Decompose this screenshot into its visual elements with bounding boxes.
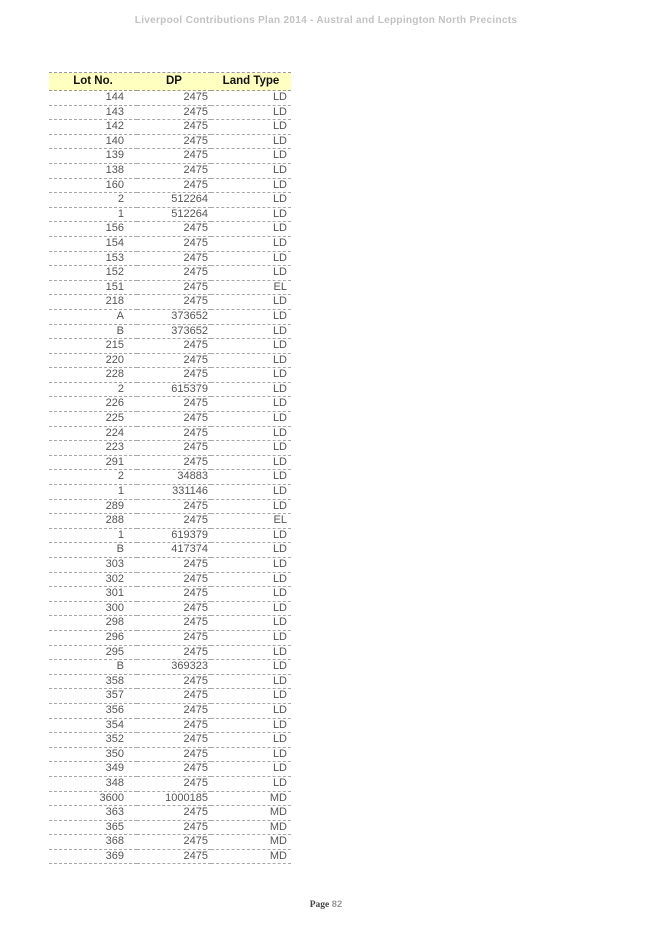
land-type-cell: LD (211, 178, 291, 193)
lot-no-cell: 220 (49, 353, 137, 368)
dp-cell: 2475 (137, 674, 211, 689)
table-row (49, 689, 291, 704)
land-type-cell: LD (211, 718, 291, 733)
lot-no-cell: 349 (49, 762, 137, 777)
column-header-lot-no: Lot No. (49, 73, 137, 91)
dp-cell: 2475 (137, 499, 211, 514)
table-row (49, 178, 291, 193)
lot-no-cell: 288 (49, 514, 137, 529)
land-type-cell: MD (211, 835, 291, 850)
dp-cell: 2475 (137, 426, 211, 441)
dp-cell: 2475 (137, 236, 211, 251)
table-row (49, 222, 291, 237)
lot-no-cell: 151 (49, 280, 137, 295)
table-row (49, 149, 291, 164)
lot-no-cell: 302 (49, 572, 137, 587)
lot-no-cell: 368 (49, 835, 137, 850)
lot-no-cell: 350 (49, 747, 137, 762)
table-row (49, 251, 291, 266)
land-type-cell: LD (211, 91, 291, 106)
land-type-cell: LD (211, 368, 291, 383)
dp-cell: 2475 (137, 689, 211, 704)
lot-no-cell: 303 (49, 558, 137, 573)
table-row (49, 280, 291, 295)
table-row (49, 776, 291, 791)
lot-no-cell: 369 (49, 849, 137, 864)
lot-no-cell: 139 (49, 149, 137, 164)
dp-cell: 2475 (137, 339, 211, 354)
dp-cell: 417374 (137, 543, 211, 558)
lot-no-cell: 363 (49, 806, 137, 821)
lot-no-cell: 295 (49, 645, 137, 660)
dp-cell: 373652 (137, 324, 211, 339)
lot-no-cell: 154 (49, 236, 137, 251)
lot-no-cell: 354 (49, 718, 137, 733)
land-type-cell: LD (211, 295, 291, 310)
page-label: Page (309, 900, 330, 910)
table-header-row (49, 73, 291, 91)
dp-cell: 34883 (137, 470, 211, 485)
lot-no-cell: 356 (49, 703, 137, 718)
table-row (49, 587, 291, 602)
table-row (49, 543, 291, 558)
dp-cell: 373652 (137, 309, 211, 324)
table-row (49, 747, 291, 762)
table-row (49, 207, 291, 222)
dp-cell: 2475 (137, 806, 211, 821)
table-row (49, 412, 291, 427)
table-body (49, 91, 291, 864)
land-type-cell: LD (211, 703, 291, 718)
lot-no-cell: 1 (49, 528, 137, 543)
dp-cell: 2475 (137, 266, 211, 281)
land-type-cell: LD (211, 105, 291, 120)
land-type-cell: LD (211, 324, 291, 339)
dp-cell: 2475 (137, 134, 211, 149)
dp-cell: 2475 (137, 163, 211, 178)
dp-cell: 2475 (137, 295, 211, 310)
lot-no-cell: 218 (49, 295, 137, 310)
table-row (49, 91, 291, 106)
column-header-land-type: Land Type (211, 73, 291, 91)
land-type-cell: LD (211, 236, 291, 251)
land-type-cell: MD (211, 791, 291, 806)
dp-cell: 2475 (137, 149, 211, 164)
dp-cell: 2475 (137, 849, 211, 864)
dp-cell: 2475 (137, 820, 211, 835)
lot-no-cell: 228 (49, 368, 137, 383)
lot-dp-table (49, 72, 291, 864)
table-row (49, 835, 291, 850)
dp-cell: 2475 (137, 703, 211, 718)
land-type-cell: LD (211, 630, 291, 645)
land-type-cell: MD (211, 806, 291, 821)
table-row (49, 353, 291, 368)
lot-no-cell: 223 (49, 441, 137, 456)
dp-cell: 2475 (137, 762, 211, 777)
dp-cell: 2475 (137, 718, 211, 733)
table-row (49, 674, 291, 689)
dp-cell: 2475 (137, 514, 211, 529)
land-type-cell: LD (211, 134, 291, 149)
dp-cell: 2475 (137, 587, 211, 602)
table-row (49, 236, 291, 251)
table-row (49, 762, 291, 777)
table-row (49, 266, 291, 281)
table-row (49, 820, 291, 835)
lot-no-cell: 142 (49, 120, 137, 135)
table-row (49, 499, 291, 514)
dp-cell: 2475 (137, 630, 211, 645)
table-row (49, 718, 291, 733)
table-row (49, 368, 291, 383)
land-type-cell: LD (211, 660, 291, 675)
lot-no-cell: 2 (49, 382, 137, 397)
dp-cell: 2475 (137, 120, 211, 135)
land-type-cell: LD (211, 762, 291, 777)
dp-cell: 2475 (137, 733, 211, 748)
table-row (49, 193, 291, 208)
lot-no-cell: 225 (49, 412, 137, 427)
lot-no-cell: 2 (49, 470, 137, 485)
table-row (49, 660, 291, 675)
table-row (49, 572, 291, 587)
lot-no-cell: 152 (49, 266, 137, 281)
lot-no-cell: 348 (49, 776, 137, 791)
lot-no-cell: 215 (49, 339, 137, 354)
land-type-cell: LD (211, 309, 291, 324)
land-type-cell: EL (211, 514, 291, 529)
dp-cell: 2475 (137, 91, 211, 106)
dp-cell: 2475 (137, 645, 211, 660)
table-row (49, 645, 291, 660)
land-type-cell: LD (211, 163, 291, 178)
land-type-cell: LD (211, 470, 291, 485)
dp-cell: 2475 (137, 280, 211, 295)
dp-cell: 2475 (137, 835, 211, 850)
lot-no-cell: 143 (49, 105, 137, 120)
lot-no-cell: 1 (49, 485, 137, 500)
dp-cell: 2475 (137, 178, 211, 193)
lot-no-cell: 296 (49, 630, 137, 645)
lot-no-cell: A (49, 309, 137, 324)
land-type-cell: LD (211, 747, 291, 762)
table-row (49, 105, 291, 120)
dp-cell: 1000185 (137, 791, 211, 806)
lot-no-cell: B (49, 543, 137, 558)
dp-cell: 2475 (137, 616, 211, 631)
table-row (49, 295, 291, 310)
dp-cell: 2475 (137, 412, 211, 427)
table-row (49, 528, 291, 543)
dp-cell: 2475 (137, 455, 211, 470)
page-number: 82 (331, 899, 343, 910)
land-type-cell: LD (211, 441, 291, 456)
table-row (49, 806, 291, 821)
land-type-cell: LD (211, 222, 291, 237)
lot-no-cell: 301 (49, 587, 137, 602)
lot-no-cell: B (49, 324, 137, 339)
table-row (49, 514, 291, 529)
table-row (49, 630, 291, 645)
land-type-cell: MD (211, 849, 291, 864)
land-type-cell: LD (211, 674, 291, 689)
column-header-dp: DP (137, 73, 211, 91)
dp-cell: 2475 (137, 747, 211, 762)
dp-cell: 512264 (137, 193, 211, 208)
table-row (49, 339, 291, 354)
land-type-cell: LD (211, 426, 291, 441)
lot-no-cell: 140 (49, 134, 137, 149)
dp-cell: 615379 (137, 382, 211, 397)
lot-no-cell: 300 (49, 601, 137, 616)
table-row (49, 120, 291, 135)
land-type-cell: LD (211, 120, 291, 135)
table-row (49, 324, 291, 339)
land-type-cell: LD (211, 645, 291, 660)
dp-cell: 2475 (137, 105, 211, 120)
land-type-cell: LD (211, 339, 291, 354)
land-type-cell: LD (211, 397, 291, 412)
table-row (49, 426, 291, 441)
lot-no-cell: 160 (49, 178, 137, 193)
table-row (49, 441, 291, 456)
land-type-cell: LD (211, 587, 291, 602)
dp-cell: 512264 (137, 207, 211, 222)
table-row (49, 703, 291, 718)
table-row (49, 309, 291, 324)
dp-cell: 2475 (137, 601, 211, 616)
dp-cell: 2475 (137, 441, 211, 456)
dp-cell: 2475 (137, 572, 211, 587)
table-row (49, 470, 291, 485)
dp-cell: 2475 (137, 251, 211, 266)
dp-cell: 331146 (137, 485, 211, 500)
table-row (49, 733, 291, 748)
table-row (49, 397, 291, 412)
table-row (49, 455, 291, 470)
land-type-cell: LD (211, 455, 291, 470)
land-type-cell: LD (211, 543, 291, 558)
land-type-cell: LD (211, 251, 291, 266)
land-type-cell: LD (211, 382, 291, 397)
dp-cell: 2475 (137, 368, 211, 383)
lot-no-cell: 224 (49, 426, 137, 441)
land-type-cell: LD (211, 499, 291, 514)
land-type-cell: LD (211, 353, 291, 368)
land-type-cell: LD (211, 616, 291, 631)
lot-no-cell: 226 (49, 397, 137, 412)
lot-no-cell: 365 (49, 820, 137, 835)
lot-no-cell: 1 (49, 207, 137, 222)
land-type-cell: LD (211, 689, 291, 704)
table-row (49, 601, 291, 616)
land-type-cell: LD (211, 558, 291, 573)
lot-no-cell: 352 (49, 733, 137, 748)
table-row (49, 616, 291, 631)
land-type-cell: LD (211, 776, 291, 791)
land-type-cell: LD (211, 528, 291, 543)
dp-cell: 2475 (137, 397, 211, 412)
lot-no-cell: 298 (49, 616, 137, 631)
page-footer (0, 899, 652, 910)
dp-cell: 619379 (137, 528, 211, 543)
lot-no-cell: 156 (49, 222, 137, 237)
document-header-title: Liverpool Contributions Plan 2014 - Austral and Leppington North Precincts (134, 15, 518, 26)
lot-no-cell: 2 (49, 193, 137, 208)
land-type-cell: LD (211, 412, 291, 427)
table-row (49, 382, 291, 397)
land-type-cell: LD (211, 266, 291, 281)
dp-cell: 2475 (137, 776, 211, 791)
lot-no-cell: 289 (49, 499, 137, 514)
land-type-cell: LD (211, 485, 291, 500)
land-type-cell: EL (211, 280, 291, 295)
table-row (49, 791, 291, 806)
lot-no-cell: 291 (49, 455, 137, 470)
land-type-cell: LD (211, 207, 291, 222)
land-type-cell: LD (211, 733, 291, 748)
dp-cell: 2475 (137, 353, 211, 368)
table-row (49, 558, 291, 573)
land-type-cell: LD (211, 572, 291, 587)
lot-no-cell: 357 (49, 689, 137, 704)
dp-cell: 369323 (137, 660, 211, 675)
lot-no-cell: 3600 (49, 791, 137, 806)
table-row (49, 163, 291, 178)
lot-no-cell: 153 (49, 251, 137, 266)
table-row (49, 134, 291, 149)
lot-no-cell: B (49, 660, 137, 675)
land-type-cell: LD (211, 149, 291, 164)
land-type-cell: LD (211, 193, 291, 208)
lot-no-cell: 144 (49, 91, 137, 106)
lot-no-cell: 358 (49, 674, 137, 689)
lot-no-cell: 138 (49, 163, 137, 178)
dp-cell: 2475 (137, 222, 211, 237)
land-type-cell: MD (211, 820, 291, 835)
table-row (49, 849, 291, 864)
land-type-cell: LD (211, 601, 291, 616)
table-row (49, 485, 291, 500)
dp-cell: 2475 (137, 558, 211, 573)
